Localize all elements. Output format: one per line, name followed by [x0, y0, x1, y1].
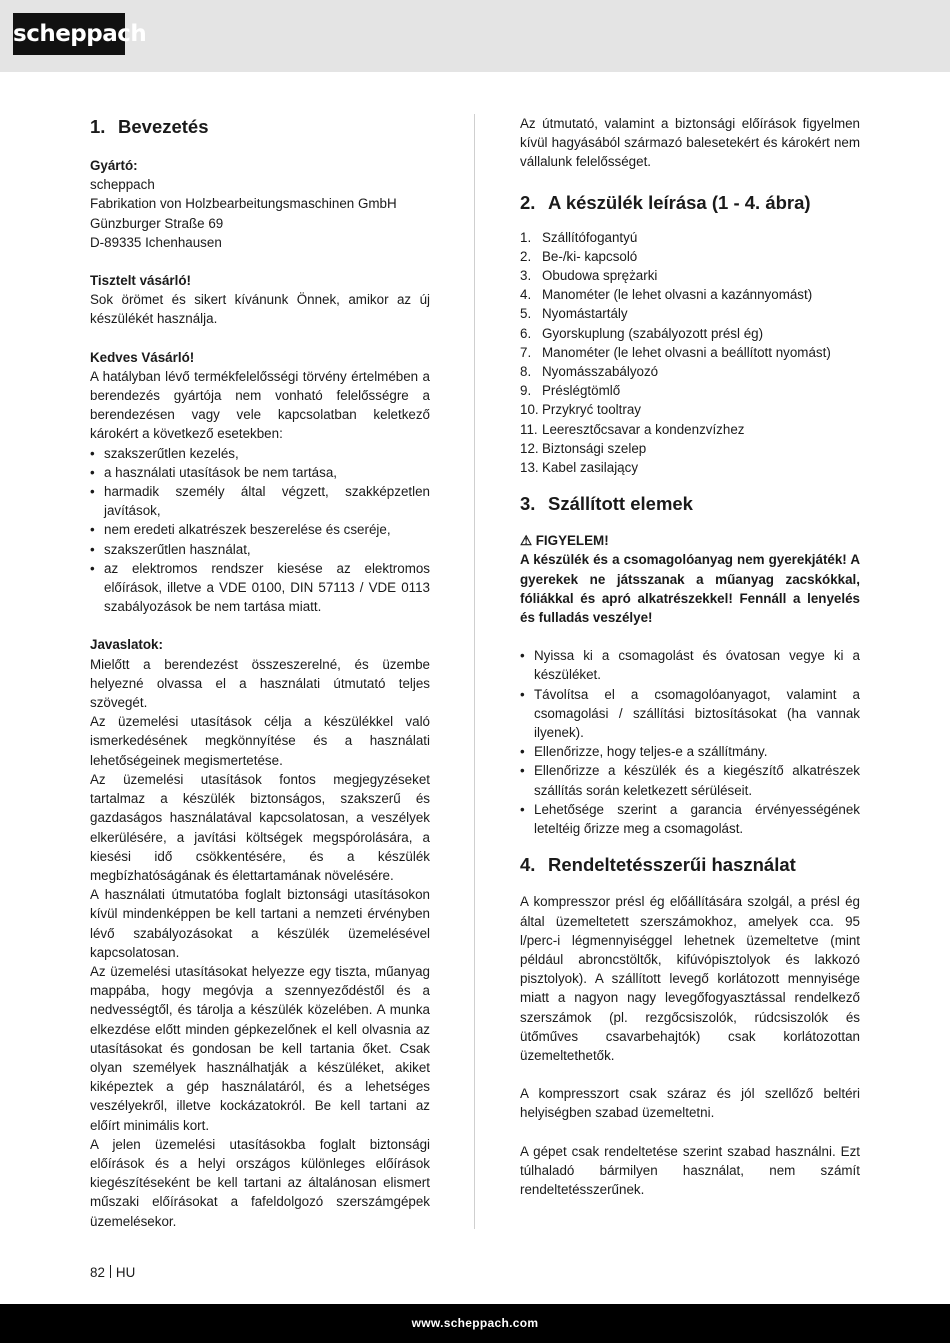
use-paragraph: A kompresszor présl ég előállítására szolgál, a présl ég által üzemeltetett szerszámokhoz, amelyek cca. 95 l/perc-i légmennyiséggel lehetnek üzemeltetve (mint például abroncstöltők, kifúvópisztolyok és lakkozó pisztolyok). A szállított levegő korlátozott mennyisége miatt a nagyon nagy levegőfogyasztással rendelkező szerszámok (pl. rezgőcsiszolók, rúdcsiszolók és ütőműves csavarbehajtók) csak korlátozottan üzemeltethetők. — [520, 894, 860, 1063]
list-item: 1. Szállítófogantyú — [520, 229, 638, 245]
list-item: 10. Przykryć tooltray — [520, 402, 641, 418]
page-footer-info — [90, 1265, 135, 1280]
footer-bar — [0, 1304, 950, 1343]
advice-label: Javaslatok: — [90, 637, 163, 653]
list-item: 12. Biztonsági szelep — [520, 440, 647, 456]
list-item: 2. Be-/ki- kapcsoló — [520, 248, 638, 264]
advice-paragraph: Az üzemelési utasítások fontos megjegyzéseket tartalmaz a készülék biztonságos, szakszerű és gazdaságos használatával kapcsolatosan, a veszélyek elkerülésére, a javítási költségek megspórolására, a kiesési idő csökkentésére, és a készülék megbízhatóságának és élettartamának növelésére. — [90, 771, 430, 883]
column-divider — [474, 114, 475, 1229]
dear-buyer-label: Kedves Vásárló! — [90, 349, 195, 365]
advice-paragraph: Mielőtt a berendezést összeszerelné, és üzembe helyezné olvassa el a használati útmutató teljes szövegét. — [90, 656, 430, 711]
list-item: 11. Leeresztőcsavar a kondenzvízhez — [520, 421, 745, 437]
delivery-list — [520, 646, 860, 838]
dear-buyer-text: A hatályban lévő termékfelelősségi törvény értelmében a berendezés gyártója nem vonható felelősségre a berendezésen vagy vele kapcsolatban keletkező károkért a következő esetekben: — [90, 368, 430, 442]
advice-paragraph: A használati útmutatóba foglalt biztonsági utasításokon kívül mindenképpen be kell tartani a nemzeti érvényben lévő szabályozásokat a készülék üzemelésével kapcsolatosan. — [90, 887, 430, 960]
list-item: • Nyissa ki a csomagolást és óvatosan vegye ki a készüléket. — [520, 646, 860, 684]
warning-heading: ⚠ FIGYELEM! — [520, 533, 609, 549]
section-1-heading: 1. Bevezetés — [90, 116, 209, 137]
manufacturer-street: Günzburger Straße 69 — [90, 215, 224, 231]
advice-paragraph: Az üzemelési utasítások célja a készülékkel való ismerkedésének megkönnyítése és a használati lehetőségeinek megismertetése. — [90, 714, 430, 768]
use-paragraph: A gépet csak rendeltetése szerint szabad használni. Ezt túlhaladó bármilyen használat, nem számít rendeltetésszerűnek. — [520, 1143, 860, 1197]
warning-icon: ⚠ — [520, 533, 533, 549]
header-bar — [0, 0, 950, 72]
list-item: 5. Nyomástartály — [520, 306, 628, 322]
manufacturer-name: scheppach — [90, 177, 155, 193]
left-column — [90, 114, 430, 1231]
parts-list — [520, 228, 860, 478]
dear-customer-label: Tisztelt vásárló! — [90, 273, 191, 289]
liability-list — [90, 444, 430, 617]
disclaimer-text: Az útmutató, valamint a biztonsági előírások figyelmen kívül hagyásából származó balesetekért és károkért nem vállalunk felelősséget. — [520, 116, 860, 170]
dear-customer-text: Sok örömet és sikert kívánunk Önnek, amikor az új készülékét használja. — [90, 292, 430, 327]
list-item: • Lehetősége szerint a garancia érvényességének leteltéig őrizze meg a csomagolást. — [520, 800, 860, 838]
list-item: 7. Manométer (le lehet olvasni a beállított nyomást) — [520, 344, 831, 360]
warning-text: A készülék és a csomagolóanyag nem gyerekjáték! A gyerekek ne játsszanak a műanyag zacskókkal, fóliákkal és apró alkatrészekkel! Fennáll a lenyelés és fulladás veszélye! — [520, 552, 860, 626]
website-link[interactable]: www.scheppach.com — [411, 1316, 539, 1330]
list-item: • szakszerűtlen kezelés, — [90, 444, 430, 463]
right-column — [520, 114, 860, 1199]
use-paragraph: A kompresszort csak száraz és jól szellőző beltéri helyiségben szabad üzemeltetni. — [520, 1086, 860, 1121]
list-item: • harmadik személy által végzett, szakképzetlen javítások, — [90, 482, 430, 520]
list-item: 8. Nyomásszabályozó — [520, 364, 659, 380]
footer-separator — [110, 1265, 111, 1278]
list-item: 9. Préslégtömlő — [520, 383, 621, 399]
section-3-heading: 3. Szállított elemek — [520, 493, 693, 515]
list-item: • nem eredeti alkatrészek beszerelése és cseréje, — [90, 520, 430, 539]
list-item: 3. Obudowa sprężarki — [520, 268, 658, 284]
list-item: • Ellenőrizze a készülék és a kiegészítő alkatrészek szállítás során keletkezett sérüléseit. — [520, 761, 860, 799]
list-item: • a használati utasítások be nem tartása, — [90, 463, 430, 482]
list-item: • Ellenőrizze, hogy teljes-e a szállítmány. — [520, 742, 860, 761]
page-number: 82 — [90, 1265, 105, 1280]
section-2-heading: 2. A készülék leírása (1 - 4. ábra) — [520, 191, 811, 213]
list-item: 4. Manométer (le lehet olvasni a kazánnyomást) — [520, 287, 813, 303]
manufacturer-label: Gyártó: — [90, 158, 138, 173]
language-code: HU — [115, 1265, 136, 1280]
manufacturer-city: D-89335 Ichenhausen — [90, 234, 222, 250]
list-item: • Távolítsa el a csomagolóanyagot, valamint a csomagolási / szállítási biztosításokat (ha vannak ilyenek). — [520, 685, 860, 743]
list-item: 13. Kabel zasilający — [520, 460, 639, 476]
manufacturer-company: Fabrikation von Holzbearbeitungsmaschinen GmbH — [90, 196, 397, 212]
section-4-heading: 4. Rendeltetésszerűi használat — [520, 854, 796, 876]
scheppach-logo: scheppach — [13, 13, 125, 55]
advice-paragraph: Az üzemelési utasításokat helyezze egy tiszta, műanyag mappába, hogy megóvja a szennyeződéstől és a nedvességtől, és tárolja a készülék közelében. A munka elkezdése előtt minden gépkezelőnek el kell olvasnia az utasításokat és gondosan be kell tartania őket. Csak olyan személyek használhatják a készüléket, akiket kiképeztek a gép használatáról, és a lehetséges veszélyekről, illetve kockázatokról. Be kell tartani az előírt minimális kort. — [90, 963, 430, 1133]
list-item: 6. Gyorskuplung (szabályozott présl ég) — [520, 325, 764, 341]
advice-paragraph: A jelen üzemelési utasításokba foglalt biztonsági előírások és a helyi országos különleges előírások kiegészítéseként be kell tartani az általánosan elismert műszaki előírásokat a fafeldolgozó szerszámgépek üzemelésekor. — [90, 1136, 430, 1229]
list-item: • szakszerűtlen használat, — [90, 540, 430, 559]
list-item: • az elektromos rendszer kiesése az elektromos előírások, illetve a VDE 0100, DIN 57113 / VDE 0113 szabályozások be nem tartása miatt. — [90, 559, 430, 617]
